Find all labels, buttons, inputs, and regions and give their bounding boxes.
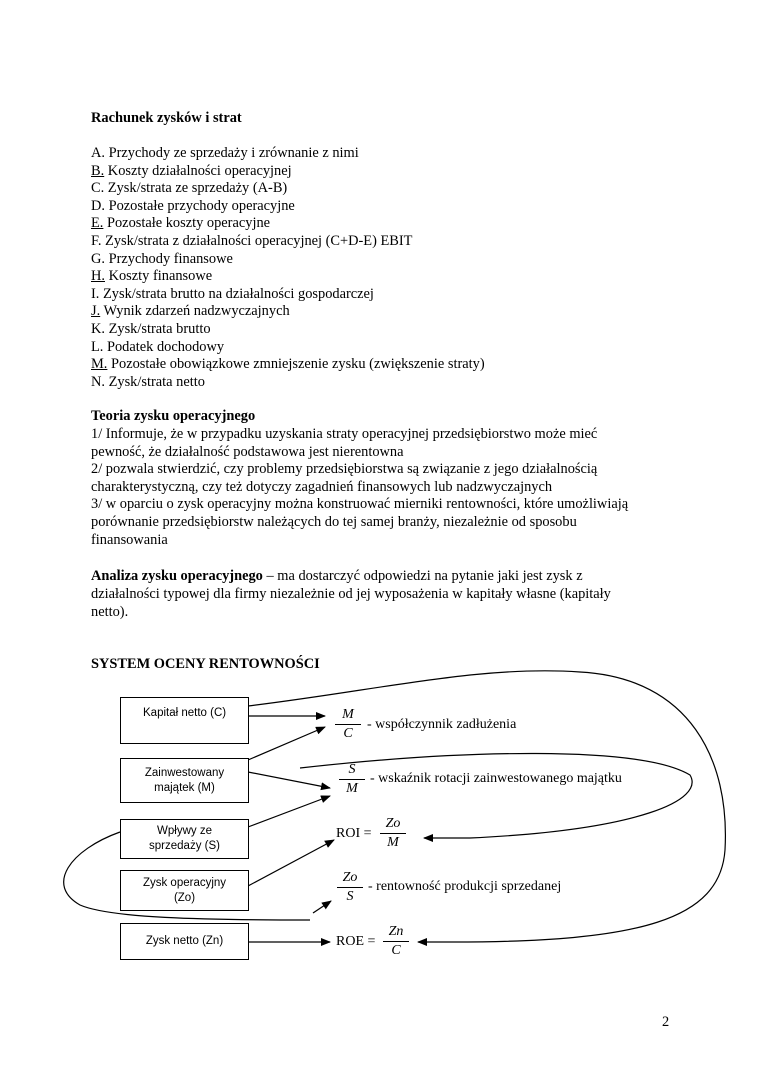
ratio-roi-den: M	[387, 835, 399, 850]
section-title-rachunek: Rachunek zysków i strat	[91, 110, 242, 126]
arrow-to-zo-s	[313, 901, 331, 913]
rachunek-item-letter: B.	[91, 162, 105, 179]
rachunek-item-letter: N.	[91, 373, 105, 390]
ratio-roi-num: Zo	[385, 816, 401, 831]
rachunek-item-text: Podatek dochodowy	[103, 338, 225, 355]
rachunek-item-text: Zysk/strata ze sprzedaży (A-B)	[104, 180, 288, 197]
analiza-paragraph-line3: netto).	[91, 604, 129, 620]
ratio-roi	[378, 816, 408, 851]
analiza-bold: Analiza zysku operacyjnego	[91, 568, 263, 584]
arrow-majatek-to-mc	[248, 727, 325, 760]
ratio-roe	[381, 924, 411, 959]
box-zysk-op-line2: (Zo)	[173, 891, 196, 904]
teoria-line: finansowania	[91, 531, 168, 548]
arrow-zysk-op-to-roi	[248, 840, 334, 886]
ratio-zo-s	[335, 870, 365, 905]
rachunek-item-text: Przychody ze sprzedaży i zrównanie z nimi	[105, 145, 359, 161]
box-zysk-op-line1: Zysk operacyjny	[142, 876, 227, 889]
rachunek-item-text: Koszty działalności operacyjnej	[104, 162, 292, 179]
analiza-rest: – ma dostarczyć odpowiedzi na pytanie jaki jest zysk z	[262, 568, 583, 584]
arrow-majatek-to-sm	[248, 772, 330, 788]
box-sprzedaz-line2: sprzedaży (S)	[149, 840, 220, 852]
teoria-line: 2/ pozwala stwierdzić, czy problemy przedsiębiorstwa są związanie z jego działalnością	[91, 461, 598, 478]
rachunek-item-text: Wynik zdarzeń nadzwyczajnych	[100, 303, 290, 320]
page-number: 2	[662, 1014, 670, 1030]
diagram-title: SYSTEM OCENY RENTOWNOŚCI	[91, 656, 320, 672]
rachunek-item-text: Pozostałe obowiązkowe zmniejszenie zysku (zwiększenie straty)	[107, 356, 485, 373]
roi-prefix: ROI =	[336, 826, 372, 841]
rachunek-item-text: Zysk/strata brutto	[105, 320, 211, 337]
rachunek-item-letter: H.	[91, 268, 105, 285]
box-kapital-netto	[120, 697, 249, 744]
rachunek-item-text: Pozostałe koszty operacyjne	[103, 215, 271, 232]
rachunek-item-letter: L.	[91, 338, 104, 355]
ratio-zo-s-num: Zo	[342, 870, 358, 885]
ratio-s-m-label: - wskaźnik rotacji zainwestowanego majątku	[370, 771, 622, 786]
ratio-m-c-label: - współczynnik zadłużenia	[367, 717, 517, 732]
box-majatek-line2: majątek (M)	[154, 781, 215, 794]
section-title-teoria: Teoria zysku operacyjnego	[91, 408, 256, 424]
roe-prefix: ROE =	[336, 934, 376, 949]
rachunek-item-letter: I.	[91, 285, 100, 302]
teoria-line: 1/ Informuje, że w przypadku uzyskania straty operacyjnej przedsiębiorstwo może mieć	[91, 426, 598, 442]
ratio-m-c	[333, 707, 363, 742]
ratio-zo-s-den: S	[346, 889, 354, 904]
ratio-s-m	[337, 762, 367, 797]
teoria-line: porównanie przedsiębiorstw należących do tej samej branży, niezależnie od sposobu	[91, 513, 577, 530]
box-zysk-operacyjny	[120, 870, 249, 911]
rachunek-item-letter: J.	[91, 303, 101, 320]
box-majatek-line1: Zainwestowany	[144, 766, 225, 779]
rachunek-item-text: Przychody finansowe	[105, 250, 233, 267]
rachunek-item-letter: E.	[91, 215, 104, 232]
rachunek-item-letter: C.	[91, 180, 105, 197]
ratio-m-c-num: M	[342, 707, 354, 722]
rachunek-item-text: Zysk/strata z działalności operacyjnej (C+D-E) EBIT	[101, 232, 413, 249]
teoria-line: charakterystyczną, czy też dotyczy zagadnień finansowych lub nadzwyczajnych	[91, 478, 553, 495]
box-wplywy-ze-sprzedazy	[120, 819, 249, 859]
rachunek-item-letter: G.	[91, 250, 105, 267]
ratio-s-m-num: S	[348, 762, 356, 777]
ratio-zo-s-label: - rentowność produkcji sprzedanej	[368, 879, 562, 894]
box-zysk-netto	[120, 923, 249, 960]
rachunek-item-text: Pozostałe przychody operacyjne	[105, 197, 295, 214]
ratio-m-c-den: C	[343, 726, 353, 741]
ratio-roe-den: C	[391, 943, 401, 958]
rachunek-item-letter: A.	[91, 145, 105, 161]
rachunek-item-letter: K.	[91, 320, 105, 337]
arrow-sprzedaz-to-sm	[248, 796, 330, 827]
rachunek-item-text: Zysk/strata netto	[105, 373, 205, 390]
rachunek-item-text: Koszty finansowe	[105, 268, 213, 285]
ratio-roe-num: Zn	[388, 924, 404, 939]
rachunek-item-text: Zysk/strata brutto na działalności gospodarczej	[99, 285, 374, 302]
teoria-line: 3/ w oparciu o zysk operacyjny można konstruować mierniki rentowności, które umożliwiają	[91, 496, 629, 513]
box-zainwestowany-majatek	[120, 758, 249, 803]
rachunek-item-letter: M.	[91, 356, 108, 373]
box-kapital-label: Kapitał netto (C)	[143, 707, 227, 719]
analiza-paragraph-line2: działalności typowej dla firmy niezależnie od jej wyposażenia w kapitały własne (kapitały	[91, 586, 611, 602]
rachunek-item-letter: D.	[91, 197, 105, 214]
teoria-line: pewność, że działalność podstawowa jest nierentowna	[91, 443, 404, 460]
curve-kapital-to-roe	[248, 671, 725, 942]
box-zysk-netto-label: Zysk netto (Zn)	[145, 935, 224, 947]
ratio-s-m-den: M	[346, 781, 358, 796]
box-sprzedaz-line1: Wpływy ze	[157, 825, 212, 837]
rachunek-item-letter: F.	[91, 232, 102, 249]
